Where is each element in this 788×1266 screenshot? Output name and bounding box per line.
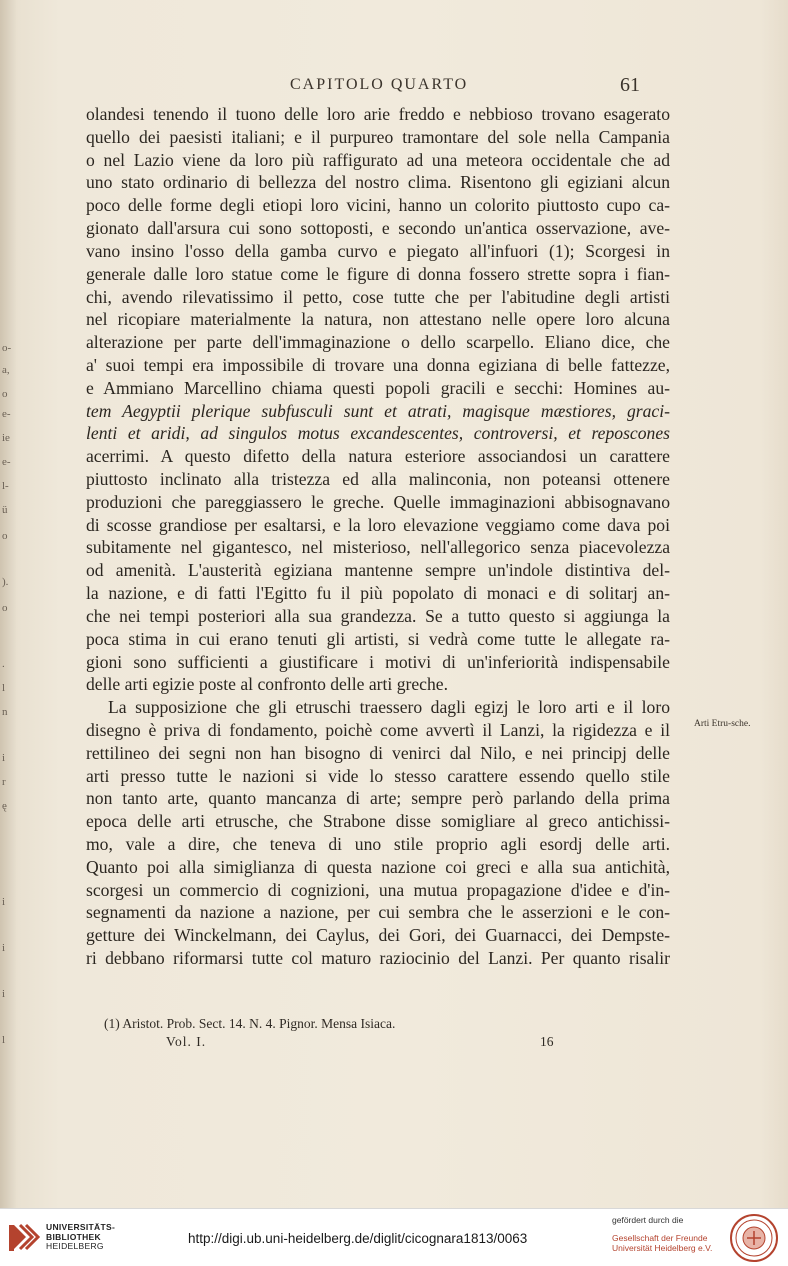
- text-line: ri debbano riformarsi tutte col maturo raziocinio del Lanzi. Per quanto risalir: [86, 948, 670, 969]
- edge-char: o: [2, 530, 8, 542]
- edge-char: e-: [2, 456, 11, 468]
- edge-char: ie: [2, 432, 10, 444]
- text-line: vano insino l'osso della gamba curvo e piegato all'infuori (1); Scorgesi in: [86, 240, 670, 261]
- university-seal-icon[interactable]: [728, 1213, 780, 1263]
- edge-char: o: [2, 388, 8, 400]
- text-line: od amenità. L'austerità egiziana mantenne sempre un'indole distintiva del-: [86, 560, 670, 581]
- edge-char: o: [2, 602, 8, 614]
- text-line: produzioni che pareggiassero le greche. Quelle immaginazioni abbisognavano: [86, 491, 670, 512]
- text-line: o nel Lazio viene da loro più raffigurato ad una meteora occidentale che ad: [86, 149, 670, 170]
- text-line: delle arti egizie poste al confronto delle arti greche.: [86, 674, 448, 695]
- text-line: di scosse grandiose per esaltarsi, e la loro elevazione veggiamo come dava poi: [86, 514, 670, 535]
- sponsor-name: Gesellschaft der Freunde: [612, 1233, 708, 1243]
- signature-number: 16: [540, 1034, 554, 1049]
- edge-char: l: [2, 682, 6, 694]
- edge-char: n: [2, 706, 8, 718]
- edge-char: ę: [2, 800, 7, 812]
- signature-mark: Vol. I.: [166, 1034, 207, 1049]
- sponsor-credit[interactable]: [612, 1215, 722, 1253]
- text-line: acerrimi. A questo difetto della natura esteriore associandosi un carattere: [86, 446, 670, 467]
- text-line: mo, vale a dire, che teneva di uno stile proprio agli esordj delle arti.: [86, 834, 670, 854]
- text-line: nel ricopiare materialmente la natura, non attestano nelle opere loro alcuna: [86, 309, 670, 330]
- permalink[interactable]: http://digi.ub.uni-heidelberg.de/diglit/cicognara1813/0063: [188, 1231, 528, 1246]
- text-line: chi, avendo rilevatissimo il petto, cose tutte che per l'abitudine degli artisti: [86, 286, 670, 307]
- text-line: olandesi tenendo il tuono delle loro arie freddo e nebbioso trovano esagerato: [86, 104, 670, 124]
- edge-char: i: [2, 942, 6, 954]
- edge-char: r: [2, 776, 6, 788]
- sponsor-name: Universität Heidelberg e.V.: [612, 1243, 713, 1253]
- text-line: getture dei Winckelmann, dei Caylus, dei Gori, dei Guarnacci, dei Dempste-: [86, 925, 670, 946]
- viewer-footer: [0, 1208, 788, 1266]
- text-line: che nei tempi posteriori alla sua grandezza. Se a tutto questo si aggiunga la: [86, 605, 670, 626]
- body-text: [86, 103, 670, 970]
- text-line: gionato dall'arsura cui sono sottoposti, e secondo un'antica osservazione, ave-: [86, 218, 670, 239]
- sponsor-intro: gefördert durch die: [612, 1215, 684, 1225]
- text-line: Quanto poi alla simiglianza di questa nazione coi greci e alla sua antichità,: [86, 856, 670, 877]
- edge-char: e-: [2, 408, 11, 420]
- text-line: rettilineo dei segni non han bisogno di venirci dal Nilo, e nei principj delle: [86, 742, 670, 763]
- library-name-line: BIBLIOTHEK: [46, 1231, 101, 1242]
- edge-char: i: [2, 896, 6, 908]
- text-line-italic: tem Aegyptii plerique subfusculi sunt et atrati, magisque mæstiores, graci-: [86, 400, 670, 421]
- text-line: piuttosto inclinato alla tristezza ed alla malinconia, non poteansi ottenere: [86, 469, 670, 489]
- text-line: quello dei paesisti italiani; e il purpureo tramontare del sole nella Campania: [86, 126, 670, 147]
- text-line: gioni sono sufficienti a giustificare i motivi di un'inferiorità indispensabile: [86, 651, 670, 672]
- text-line-italic: lenti et aridi, ad singulos motus excandescentes, controversi, et reposcones: [86, 423, 670, 444]
- text-line: la nazione, e di fatti l'Egitto fu il più popolato di monaci e di solitarj an-: [86, 583, 670, 604]
- edge-char: a,: [2, 364, 10, 376]
- library-logo-icon[interactable]: [8, 1221, 40, 1255]
- text-line: subitamente nel gigantesco, nel misterioso, nell'allegorico senza piacevolezza: [86, 537, 670, 558]
- text-line: a' suoi tempi era impossibile di trovare una donna egiziana di belle fattezze,: [86, 354, 670, 375]
- running-head: CAPITOLO QUARTO: [290, 76, 469, 93]
- text-line: alterazione per parte dell'immaginazione o dello scarpello. Eliano dice, che: [86, 332, 670, 353]
- edge-char: i: [2, 988, 6, 1000]
- text-line: poco delle forme degli etiopi loro vicini, hanno un colorito piuttosto cupo ca-: [86, 195, 670, 216]
- text-line: non tanto arte, quanto mancanza di arte; sempre però parlando della prima: [86, 788, 670, 809]
- marginal-note: Arti Etru-sche.: [694, 719, 751, 729]
- text-line: e Ammiano Marcellino chiama questi popoli gracili e secchi: Homines au-: [86, 377, 670, 398]
- library-name-line: HEIDELBERG: [46, 1241, 104, 1251]
- library-name[interactable]: [46, 1223, 115, 1252]
- edge-char: l-: [2, 480, 9, 492]
- text-line: poca stima in cui erano tenuti gli artisti, si vedrà come tutte le allegate ra-: [86, 628, 670, 649]
- library-name-line: UNIVERSITÄTS-: [46, 1222, 116, 1232]
- text-line: generale dalle loro statue come le figure di donna fossero strette sopra i fian-: [86, 263, 670, 284]
- text-line: segnamenti da nazione a nazione, per cui sembra che le asserzioni e le con-: [86, 902, 670, 923]
- text-line: scorgesi un commercio di cognizioni, una mutua propagazione d'idee e d'in-: [86, 879, 670, 900]
- edge-char: o-: [2, 342, 12, 354]
- edge-char: ).: [2, 576, 9, 588]
- text-line: disegno è priva di fondamento, poichè come avvertì il Lanzi, la rigidezza e il: [86, 719, 670, 740]
- edge-char: i: [2, 752, 6, 764]
- text-line: La supposizione che gli etruschi traessero dagli egizj le loro arti e il loro: [108, 697, 670, 718]
- edge-char: ü: [2, 504, 8, 516]
- edge-char: l: [2, 1034, 6, 1046]
- text-line: arti presso tutte le nazioni si vide lo stesso carattere essendo quello stile: [86, 765, 670, 786]
- text-line: epoca delle arti etrusche, che Strabone disse somigliare al greco antichissi-: [86, 811, 670, 832]
- footnote: (1) Aristot. Prob. Sect. 14. N. 4. Pignor. Mensa Isiaca.: [104, 1016, 396, 1031]
- page-number: 61: [620, 74, 640, 96]
- edge-char: .: [2, 658, 5, 670]
- text-line: uno stato ordinario di bellezza del nostro clima. Risentono gli egiziani alcun: [86, 172, 670, 193]
